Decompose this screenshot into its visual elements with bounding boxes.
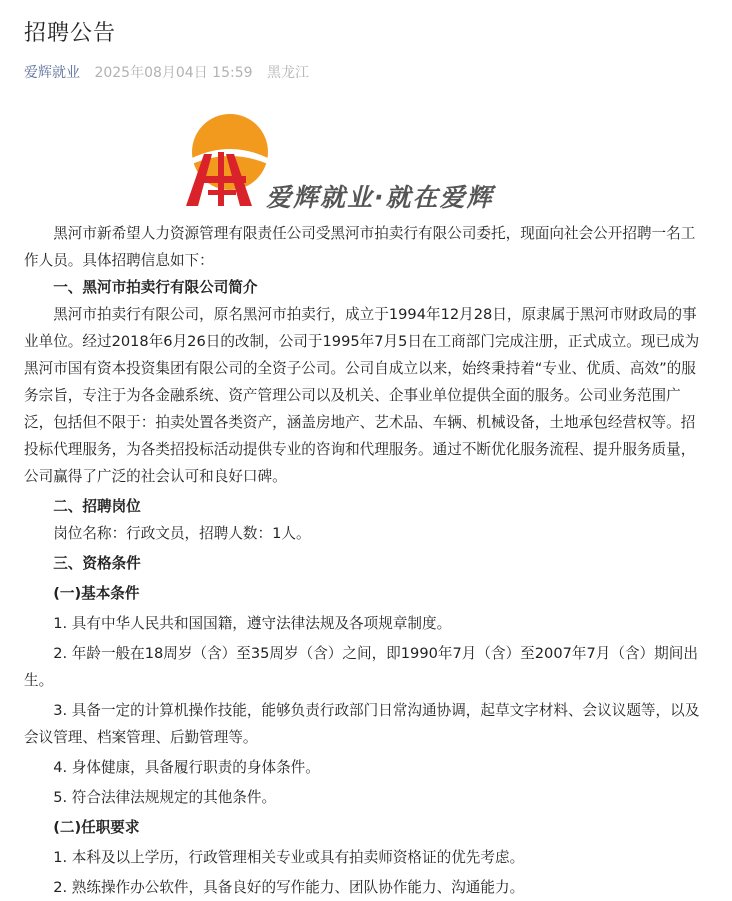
- logo-brand-text: 爱辉就业·就在爱辉: [266, 183, 494, 212]
- company-intro-paragraph: 黑河市拍卖行有限公司，原名黑河市拍卖行，成立于1994年12月28日，原隶属于黑河市财政局的事业单位。经过2018年6月26日的改制，公司于1995年7月5日在工商部门完成注册，正式成立。现已成为黑河市国有资本投资集团有限公司的全资子公司。公司自成立以来，始终秉持着“专业、优质、高效”的服务宗旨，专注于为各金融系统、资产管理公司以及机关、企事业单位提供全面的服务。公司业务范围广泛，包括但不限于：拍卖处置各类资产，涵盖房地产、艺术品、车辆、机械设备，土地承包经营权等。招投标代理服务，为各类招投标活动提供专业的咨询和代理服务。通过不断优化服务流程、提升服务质量，公司赢得了广泛的社会认可和良好口碑。: [24, 306, 700, 485]
- intro-paragraph: 黑河市新希望人力资源管理有限责任公司受黑河市拍卖行有限公司委托，现面向社会公开招聘一名工作人员。具体招聘信息如下：: [24, 225, 696, 269]
- subsection-heading: (二)任职要求: [53, 819, 140, 836]
- list-item: 4. 身体健康，具备履行职责的身体条件。: [53, 759, 320, 776]
- article-title: 招聘公告: [24, 21, 117, 46]
- subsection-heading: (一)基本条件: [53, 585, 140, 602]
- section-heading: 二、招聘岗位: [53, 498, 141, 515]
- publish-time: 2025年08月04日 15:59: [94, 65, 253, 81]
- article-meta: [24, 62, 309, 82]
- list-item: 3. 具备一定的计算机操作技能，能够负责行政部门日常沟通协调，起草文字材料、会议议题等，以及会议管理、档案管理、后勤管理等。: [24, 702, 700, 746]
- author-link[interactable]: 爱辉就业: [24, 65, 80, 81]
- position-paragraph: 岗位名称：行政文员，招聘人数：1人。: [53, 525, 311, 542]
- section-heading: 三、资格条件: [53, 555, 141, 572]
- list-item: 2. 年龄一般在18周岁（含）至35周岁（含）之间，即1990年7月（含）至2007年7月（含）期间出生。: [24, 645, 698, 689]
- list-item: 5. 符合法律法规规定的其他条件。: [53, 789, 277, 806]
- list-item: 1. 具有中华人民共和国国籍，遵守法律法规及各项规章制度。: [53, 615, 452, 632]
- company-logo: [178, 112, 558, 212]
- list-item: 2. 熟练操作办公软件，具备良好的写作能力、团队协作能力、沟通能力。: [53, 879, 525, 896]
- article-body: [24, 220, 708, 901]
- list-item: 1. 本科及以上学历，行政管理相关专业或具有拍卖师资格证的优先考虑。: [53, 849, 525, 866]
- logo-emblem-icon: [178, 112, 268, 212]
- publish-location: 黑龙江: [266, 65, 309, 81]
- section-heading: 一、黑河市拍卖行有限公司简介: [53, 279, 258, 296]
